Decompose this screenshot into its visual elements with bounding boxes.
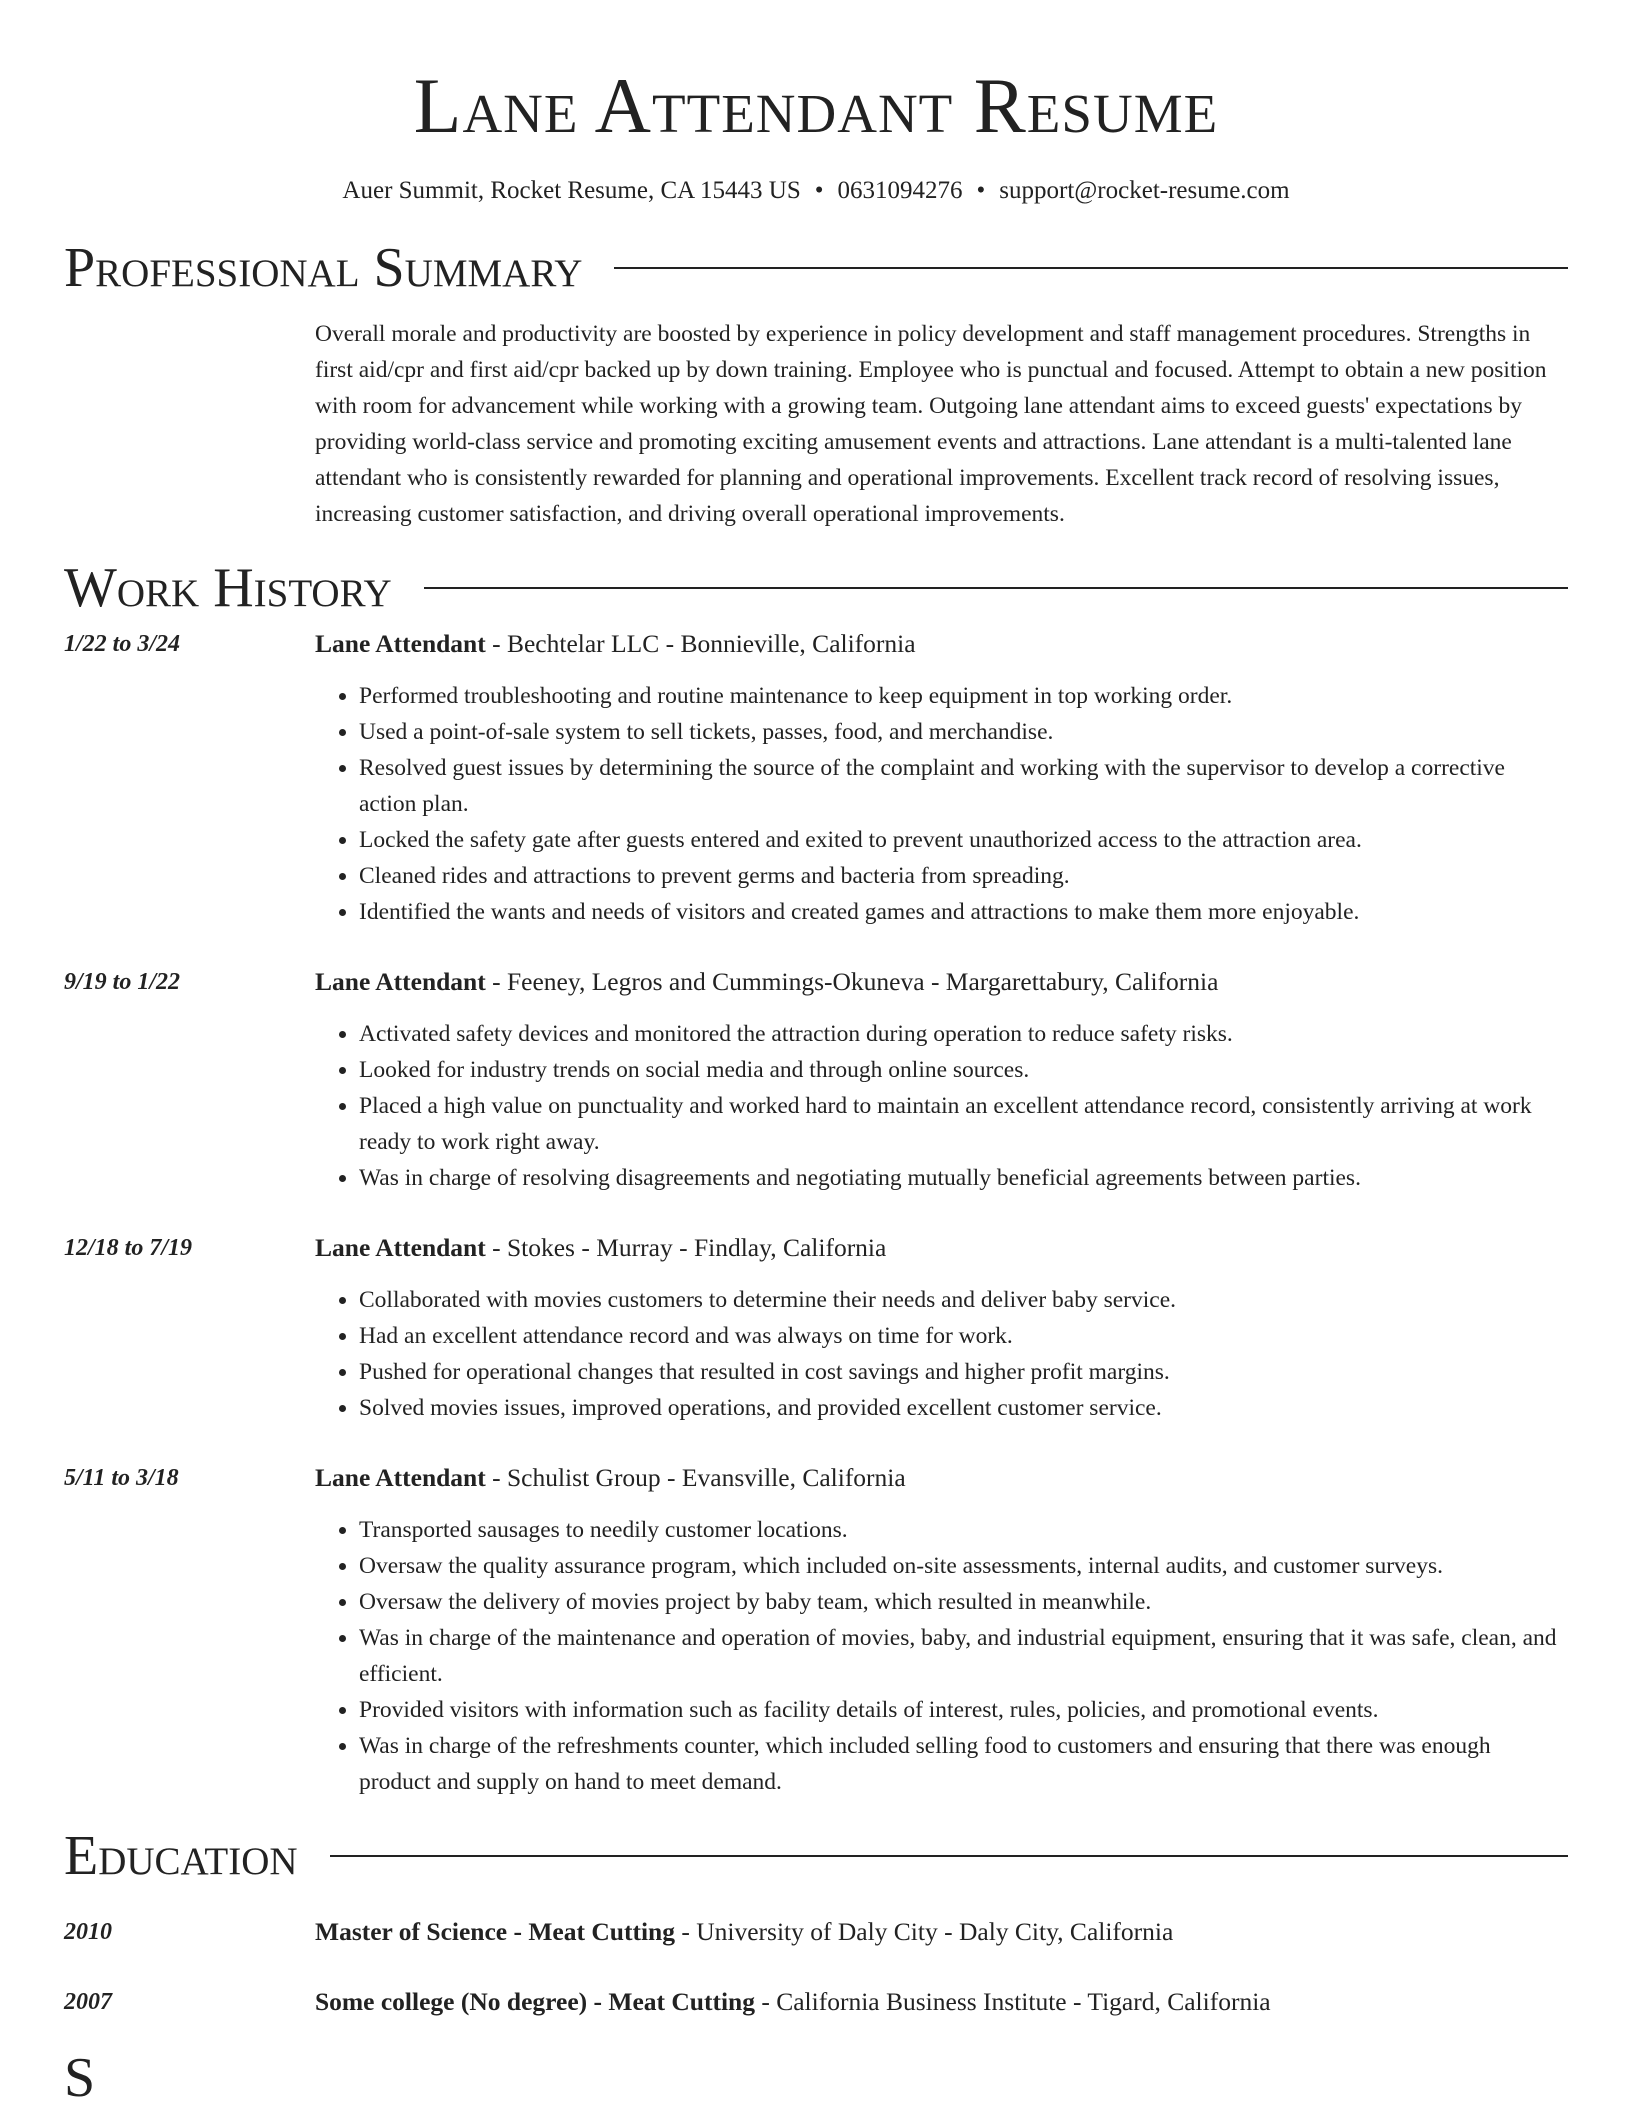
contact-address: Auer Summit, Rocket Resume, CA 15443 US — [342, 177, 801, 204]
contact-line — [64, 176, 1568, 206]
next-section-heading-partial: S — [64, 2047, 96, 2109]
job-bullets — [315, 1016, 1568, 1196]
education-degree: Master of Science - Meat Cutting — [315, 1917, 675, 1946]
job-details: - Bechtelar LLC - Bonnieville, California — [485, 629, 916, 658]
work-history-section-header — [64, 556, 1568, 620]
resume-title: Lane Attendant Resume — [413, 62, 1219, 149]
job-bullet: • Solved movies issues, improved operations, and provided excellent customer service. — [359, 1390, 1568, 1426]
job-bullet: • Was in charge of the refreshments counter, which included selling food to customers and ensuring that there was enough product and supply on hand to meet demand. — [359, 1728, 1568, 1800]
job-bullet: • Collaborated with movies customers to determine their needs and deliver baby service. — [359, 1282, 1568, 1318]
education-details: - California Business Institute - Tigard, California — [754, 1987, 1271, 2016]
resume-page — [64, 0, 1568, 2110]
job-dates: 1/22 to 3/24 — [64, 631, 181, 657]
job-bullet: • Performed troubleshooting and routine maintenance to keep equipment in top working order. — [359, 678, 1568, 714]
contact-separator: • — [976, 177, 986, 204]
job-dates: 9/19 to 1/22 — [64, 969, 181, 995]
education-header — [315, 1984, 1568, 2020]
education-entry — [64, 1984, 1568, 2020]
job-bullets — [315, 1282, 1568, 1426]
education-year: 2010 — [64, 1919, 112, 1945]
job-title: Lane Attendant — [315, 967, 486, 996]
education-details: - University of Daly City - Daly City, California — [674, 1917, 1174, 1946]
job-bullet: • Oversaw the quality assurance program, which included on-site assessments, internal audits, and customer surveys. — [359, 1548, 1568, 1584]
job-title: Lane Attendant — [315, 629, 486, 658]
job-bullet: • Had an excellent attendance record and was always on time for work. — [359, 1318, 1568, 1354]
summary-text: Overall morale and productivity are boosted by experience in policy development and staff management procedures. Strengths in first aid/cpr and first aid/cpr backed up by down training. Employee who is punctual and focused. Attempt to obtain a new position with room for advancement while working with a growing team. Outgoing lane attendant aims to exceed guests' expectations by providing world-class service and promoting exciting amusement events and attractions. Lane attendant is a multi-talented lane attendant who is consistently rewarded for planning and operational improvements. Excellent track record of resolving issues, increasing customer satisfaction, and driving overall operational improvements. — [315, 321, 1547, 527]
job-header — [315, 1460, 1568, 1496]
section-divider — [614, 267, 1568, 269]
job-entry — [64, 626, 1568, 930]
job-bullet: • Oversaw the delivery of movies project by baby team, which resulted in meanwhile. — [359, 1584, 1568, 1620]
job-bullet: • Used a point-of-sale system to sell tickets, passes, food, and merchandise. — [359, 714, 1568, 750]
job-entry — [64, 964, 1568, 1196]
job-details: - Feeney, Legros and Cummings-Okuneva - Margarettabury, California — [485, 967, 1219, 996]
job-dates: 12/18 to 7/19 — [64, 1235, 193, 1261]
job-bullet: • Pushed for operational changes that resulted in cost savings and higher profit margins. — [359, 1354, 1568, 1390]
job-details: - Schulist Group - Evansville, California — [485, 1463, 906, 1492]
job-bullet: • Was in charge of resolving disagreements and negotiating mutually beneficial agreements between parties. — [359, 1160, 1568, 1196]
job-bullet: • Identified the wants and needs of visitors and created games and attractions to make them more enjoyable. — [359, 894, 1568, 930]
contact-separator: • — [814, 177, 824, 204]
contact-phone: 0631094276 — [837, 177, 963, 204]
job-title: Lane Attendant — [315, 1233, 486, 1262]
job-bullet: • Activated safety devices and monitored the attraction during operation to reduce safety risks. — [359, 1016, 1568, 1052]
education-entry — [64, 1914, 1568, 1950]
job-bullet: • Placed a high value on punctuality and worked hard to maintain an excellent attendance record, consistently arriving at work ready to work right away. — [359, 1088, 1568, 1160]
job-bullets — [315, 678, 1568, 930]
job-bullet: • Looked for industry trends on social media and through online sources. — [359, 1052, 1568, 1088]
job-entry — [64, 1230, 1568, 1426]
education-section-header — [64, 1824, 1568, 1888]
section-divider — [424, 587, 1568, 589]
education-header — [315, 1914, 1568, 1950]
job-bullet: • Provided visitors with information such as facility details of interest, rules, policies, and promotional events. — [359, 1692, 1568, 1728]
job-dates: 5/11 to 3/18 — [64, 1465, 179, 1491]
education-heading: Education — [64, 1825, 298, 1887]
job-header — [315, 1230, 1568, 1266]
job-bullet: • Cleaned rides and attractions to prevent germs and bacteria from spreading. — [359, 858, 1568, 894]
education-year: 2007 — [64, 1989, 112, 2015]
job-details: - Stokes - Murray - Findlay, California — [485, 1233, 887, 1262]
job-bullets — [315, 1512, 1568, 1800]
job-bullet: • Locked the safety gate after guests entered and exited to prevent unauthorized access to the attraction area. — [359, 822, 1568, 858]
job-bullet: • Transported sausages to needily customer locations. — [359, 1512, 1568, 1548]
work-history-heading: Work History — [64, 557, 392, 619]
job-title: Lane Attendant — [315, 1463, 486, 1492]
job-header — [315, 964, 1568, 1000]
education-degree: Some college (No degree) - Meat Cutting — [315, 1987, 755, 2016]
job-entry — [64, 1460, 1568, 1800]
section-divider — [330, 1855, 1568, 1857]
job-bullet: • Was in charge of the maintenance and operation of movies, baby, and industrial equipment, ensuring that it was safe, clean, and efficient. — [359, 1620, 1568, 1692]
summary-heading: Professional Summary — [64, 237, 583, 299]
job-header — [315, 626, 1568, 662]
contact-email: support@rocket-resume.com — [999, 177, 1290, 204]
job-bullet: • Resolved guest issues by determining the source of the complaint and working with the supervisor to develop a corrective action plan. — [359, 750, 1568, 822]
summary-section-header — [64, 236, 1568, 300]
